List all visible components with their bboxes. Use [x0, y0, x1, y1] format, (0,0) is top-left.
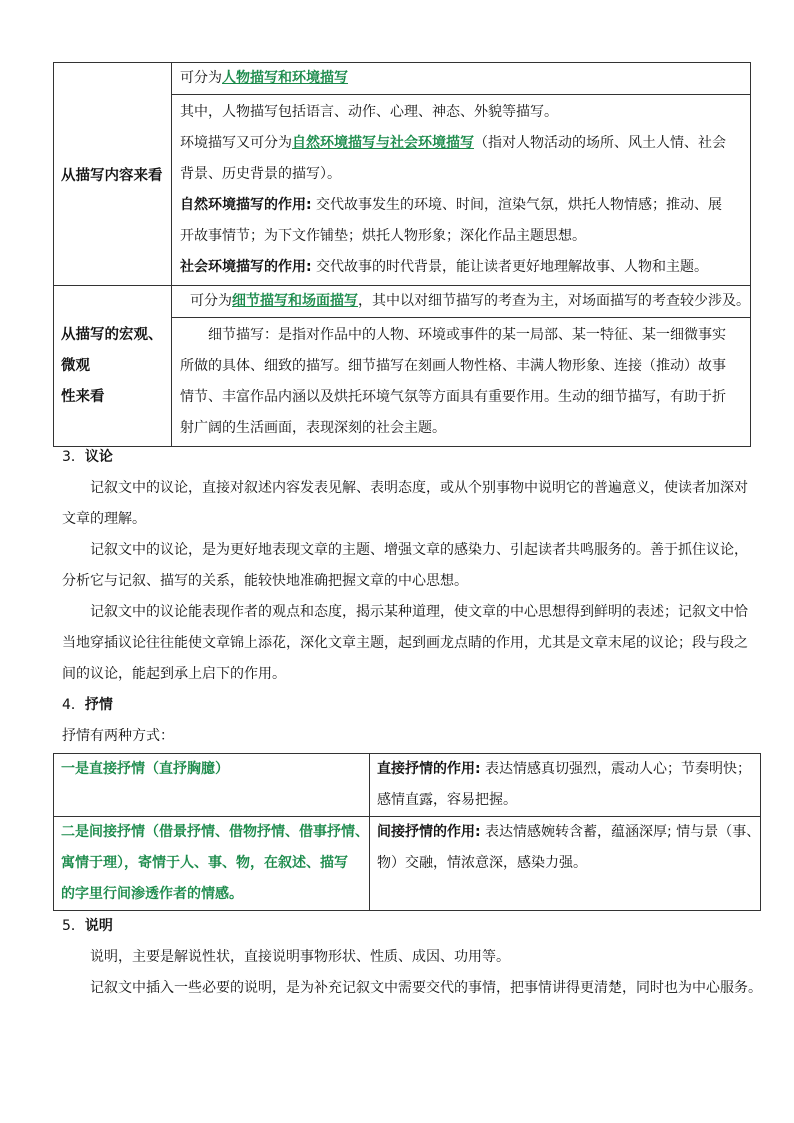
body-paragraph: 间的议论，能起到承上启下的作用。 — [62, 666, 286, 682]
row-header-macro: 从描写的宏观、微观 性来看 — [54, 286, 172, 447]
body-paragraph: 分析它与记叙、描写的关系，能较快地准确把握文章的中心思想。 — [62, 573, 468, 589]
description-table — [53, 62, 751, 447]
row-header-content: 从描写内容来看 — [54, 63, 172, 286]
section-heading: 5．说明 — [62, 918, 113, 934]
content-paragraph: 细节描写：是指对作品中的人物、环境或事件的某一局部、某一特征、某一细微事实 — [208, 327, 726, 343]
body-paragraph: 文章的理解。 — [62, 511, 146, 527]
body-paragraph: 抒情有两种方式： — [62, 728, 174, 744]
content-paragraph: 背景、历史背景的描写）。 — [180, 166, 341, 182]
indirect-lyric-cell: 二是间接抒情（借景抒情、借物抒情、借事抒情、 寓情于理），寄情于人、事、物，在叙述、描写 的字里行间渗透作者的情感。 — [54, 817, 370, 911]
row-content-cell — [172, 63, 751, 286]
content-paragraph: 社会环境描写的作用: 交代故事的时代背景，能让读者更好地理解故事、人物和主题。 — [180, 259, 709, 275]
content-intro: 可分为人物描写和环境描写 — [180, 70, 348, 86]
content-paragraph: 其中，人物描写包括语言、动作、心理、神态、外貌等描写。 — [180, 104, 558, 120]
highlight-text: 人物描写和环境描写 — [222, 70, 348, 86]
body-paragraph: 记叙文中插入一些必要的说明，是为补充记叙文中需要交代的事情，把事情讲得更清楚，同时也为中心服务。 — [90, 980, 762, 996]
body-paragraph: 记叙文中的议论能表现作者的观点和态度，揭示某种道理，使文章的中心思想得到鲜明的表述；记叙文中恰 — [90, 604, 748, 620]
content-paragraph: 情节、丰富作品内涵以及烘托环境气氛等方面具有重要作用。生动的细节描写，有助于折 — [180, 389, 726, 405]
direct-lyric-effect-cell: 直接抒情的作用: 表达情感真切强烈，震动人心；节奏明快； 感情直露，容易把握。 — [370, 754, 761, 817]
row-macro-cell — [172, 286, 751, 447]
section-heading: 3．议论 — [62, 449, 113, 465]
body-paragraph: 记叙文中的议论，直接对叙述内容发表见解、表明态度，或从个别事物中说明它的普遍意义，使读者加深对 — [90, 480, 748, 496]
section-5 — [62, 911, 762, 1004]
content-paragraph: 环境描写又可分为自然环境描写与社会环境描写（指对人物活动的场所、风土人情、社会 — [180, 135, 726, 151]
direct-lyric-cell: 一是直接抒情（直抒胸臆） — [54, 754, 370, 817]
content-paragraph: 自然环境描写的作用: 交代故事发生的环境、时间，渲染气氛，烘托人物情感；推动、展 — [180, 197, 723, 213]
section-4 — [62, 690, 752, 752]
highlight-text: 细节描写和场面描写 — [232, 293, 358, 309]
lyric-table — [53, 753, 761, 911]
body-paragraph: 当地穿插议论往往能使文章锦上添花，深化文章主题，起到画龙点睛的作用，尤其是文章末尾的议论；段与段之 — [62, 635, 748, 651]
content-paragraph: 所做的具体、细致的描写。细节描写在刻画人物性格、丰满人物形象、连接（推动）故事 — [180, 358, 726, 374]
body-paragraph: 说明，主要是解说性状，直接说明事物形状、性质、成因、功用等。 — [90, 949, 510, 965]
macro-intro: 可分为细节描写和场面描写，其中以对细节描写的考查为主，对场面描写的考查较少涉及。 — [190, 293, 750, 309]
highlight-text: 自然环境描写与社会环境描写 — [292, 135, 474, 151]
indirect-lyric-effect-cell: 间接抒情的作用: 表达情感婉转含蓄，蕴涵深厚; 情与景（事、 物）交融，情浓意深，感染力强。 — [370, 817, 761, 911]
body-paragraph: 记叙文中的议论，是为更好地表现文章的主题、增强文章的感染力、引起读者共鸣服务的。善于抓住议论， — [90, 542, 748, 558]
section-heading: 4．抒情 — [62, 697, 113, 713]
section-3 — [62, 442, 752, 690]
content-paragraph: 开故事情节；为下文作铺垫；烘托人物形象；深化作品主题思想。 — [180, 228, 586, 244]
content-paragraph: 射广阔的生活画面，表现深刻的社会主题。 — [180, 420, 446, 436]
